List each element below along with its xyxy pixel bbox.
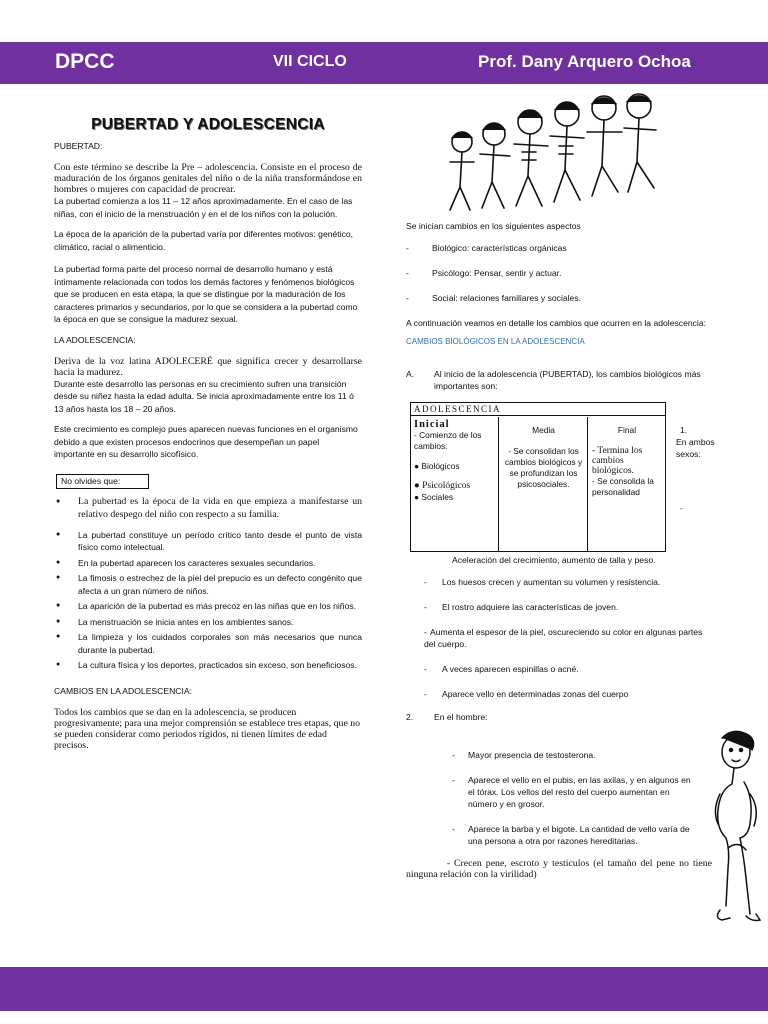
adolescencia-transition: Durante este desarrollo las personas en su crecimiento sufren una transición desde su niñez hasta la edad adulta. Se inicia aproximadamente entre los 11 ó 13 años hasta los 18 – 20 años.: [54, 378, 354, 414]
left-column: [54, 110, 362, 751]
list-item: ● La pubertad es la época de la vida en que empieza a manifestarse un relativo despego del niño con respecto a su familia.: [54, 495, 362, 521]
list-item: ● La aparición de la pubertad es más precoz en las niñas que en los niños.: [54, 600, 362, 613]
list-item: - Aparece vello en determinadas zonas del cuerpo: [424, 689, 629, 699]
pubertad-onset: La pubertad comienza a los 11 – 12 años aproximadamente. En el caso de las niñas, con el inicio de la menstruación y en el de los niños con la polución.: [54, 196, 353, 219]
boy-illustration: [700, 728, 766, 924]
continue-text: A continuación veamos en detalle los cambios que ocurren en la adolescencia:: [406, 318, 707, 328]
last-change: - Crecen pene, escroto y testículos (el tamaño del pene no tiene ninguna relación con la virilidad): [406, 858, 712, 880]
section-a: [406, 368, 712, 392]
section-heading: CAMBIOS BIOLÓGICOS EN LA ADOLESCENCIA: [406, 337, 585, 346]
section-2: 2. En el hombre:: [406, 712, 488, 722]
list-item: - Biológico: características orgánicas: [406, 243, 567, 253]
list-item: ● En la pubertad aparecen los caracteres sexuales secundarios.: [54, 557, 362, 570]
pubertad-factors: La época de la aparición de la pubertad varía por diferentes motivos: genético, climático, racial o alimenticio.: [54, 229, 354, 252]
list-item: ● La pubertad constituye un período crítico tanto desde el punto de vista físico como intelectual.: [54, 529, 362, 554]
stage-final: Final - Termina los cambios biológicos. - Se consolida la personalidad: [592, 425, 654, 497]
cambios-intro: Todos los cambios que se dan en la adolescencia, se producen progresivamente; para una mejor comprensión se establece tres etapas, que no se pueden considerar como periodos rígidos, ni tienen límites de edad precisos.: [54, 706, 361, 751]
list-item: ● La fimosis o estrechez de la piel del prepucio es un defecto congénito que afecta a un gran número de niños.: [54, 572, 362, 597]
list-item: - A veces aparecen espinillas o acné.: [424, 664, 579, 674]
list-item: - Aparece el vello en el pubis, en las axilas, y en algunos en el tórax. Los vellos del resto del cuerpo aumentan en número y en grosor.: [452, 775, 691, 809]
list-item: - Los huesos crecen y aumentan su volumen y resistencia.: [424, 577, 661, 587]
section-a-marker: A.: [406, 369, 415, 379]
list-item: - Social: relaciones familiares y sociales.: [406, 293, 582, 303]
page-title: PUBERTAD Y ADOLESCENCIA: [91, 116, 325, 133]
list-item: ● La menstruación se inicia antes en los ambientes sanos.: [54, 616, 362, 629]
table-header: ADOLESCENCIA: [411, 403, 665, 416]
stages-table: [410, 402, 666, 552]
header-course: DPCC: [55, 50, 115, 73]
side-note: 1. En ambos sexos: -: [676, 425, 715, 513]
header-teacher: Prof. Dany Arquero Ochoa: [478, 52, 691, 71]
reminder-list: [54, 495, 362, 672]
men-list: [406, 749, 692, 847]
pubertad-label: PUBERTAD:: [54, 141, 103, 151]
adolescencia-label: LA ADOLESCENCIA:: [54, 334, 136, 345]
list-item: - Aumenta el espesor de la piel, oscureciendo su color en algunas partes del cuerpo.: [424, 627, 703, 649]
list-item: ● La cultura física y los deportes, practicados sin exceso, son beneficiosos.: [54, 659, 362, 672]
list-item: - Aparece la barba y el bigote. La cantidad de vello varía de una persona a otra por razones hereditarias.: [452, 824, 690, 846]
header-cycle: VII CICLO: [273, 53, 347, 70]
pubertad-development: La pubertad forma parte del proceso normal de desarrollo humano y está íntimamente relacionada con todos los demás factores y fenómenos biológicos que se producen en esta etapa, la que se distingue por la maduración de los caracteres primarios y secundarios, por lo que se considera a la pubertad como la época en que se consigue la madurez sexual.: [54, 264, 358, 324]
cambios-label: CAMBIOS EN LA ADOLESCENCIA:: [54, 685, 193, 696]
stage-initial: Inicial - Comienzo de los cambios: ● Biológicos ● Psicológicos ● Sociales: [411, 417, 499, 551]
kids-illustration: [432, 92, 668, 218]
growth-acceleration: Aceleración del crecimiento, aumento de talla y peso.: [452, 555, 656, 565]
list-item: - El rostro adquiere las características de joven.: [424, 602, 619, 612]
pubertad-definition: Con este término se describe la Pre – adolescencia. Consiste en el proceso de maduración de los órganos genitales del niño o de la niña transformándose en hombres o mujeres con capacidad de procrear.: [54, 162, 362, 195]
stage-middle: Media - Se consolidan los cambios biológicos y se profundizan los psicosociales.: [500, 417, 588, 551]
top-margin: [0, 0, 768, 42]
adolescencia-growth: Este crecimiento es complejo pues aparecen nuevas funciones en el organismo debido a que existen procesos endocrinos que desempeñan un papel importante en su desarrollo sicofísico.: [54, 424, 358, 459]
right-column: [406, 220, 715, 880]
list-item: - Psicólogo: Pensar, sentir y actuar.: [406, 268, 562, 278]
list-item: - Mayor presencia de testosterona.: [452, 750, 596, 760]
reminder-box: No olvides que:: [56, 474, 149, 489]
adolescencia-definition: Deriva de la voz latina ADOLECERÉ que significa crecer y desarrollarse hacia la madurez.: [54, 355, 362, 378]
list-item: ● La limpieza y los cuidados corporales son más necesarios que nunca durante la pubertad.: [54, 631, 362, 656]
page-header: [0, 42, 768, 84]
section-a-text: Al inicio de la adolescencia (PUBERTAD), los cambios biológicos más importantes son:: [434, 369, 701, 391]
page-footer: [0, 967, 768, 1011]
aspects-intro: Se inician cambios en los siguientes aspectos: [406, 221, 581, 231]
